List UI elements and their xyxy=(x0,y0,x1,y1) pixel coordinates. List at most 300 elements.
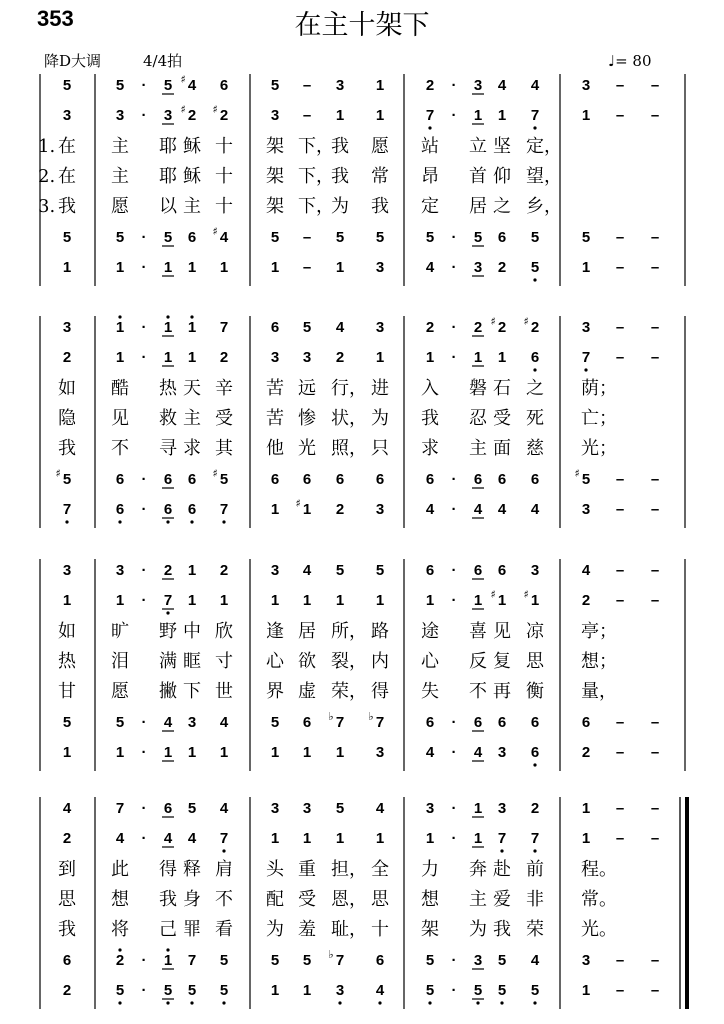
note: 3 xyxy=(163,107,173,124)
lyric-syllable: 复 xyxy=(493,651,511,672)
lyric-syllable: 稣 xyxy=(183,136,201,157)
note: 1 xyxy=(163,952,173,969)
sharp-sign: ♯ xyxy=(523,588,529,601)
note: 4 xyxy=(375,800,385,817)
note: 6 xyxy=(335,471,345,488)
note: 2 xyxy=(219,349,229,366)
note: 4 xyxy=(187,77,197,94)
high-octave-dot xyxy=(118,315,121,318)
augmentation-dot: · xyxy=(141,800,147,817)
note: 4 xyxy=(335,319,345,336)
note: 5 xyxy=(375,562,385,579)
note: 1 xyxy=(375,830,385,847)
note: 2 xyxy=(425,77,435,94)
note: 7 xyxy=(581,349,591,366)
augmentation-dot: · xyxy=(451,982,457,999)
lyric-syllable: 忍 xyxy=(469,408,487,429)
lyric-syllable: 赴 xyxy=(493,859,511,880)
lyric-syllable: 我 xyxy=(58,438,76,459)
dash-sustain: – xyxy=(650,592,660,609)
note: 4 xyxy=(497,77,507,94)
augmentation-dot: · xyxy=(451,471,457,488)
low-octave-dot xyxy=(428,126,431,129)
lyric-syllable: 喜 xyxy=(469,621,487,642)
low-octave-dot xyxy=(533,368,536,371)
note: 1 xyxy=(335,259,345,276)
lyric-syllable: 重 xyxy=(298,859,316,880)
lyric-syllable: 荣， xyxy=(331,681,367,702)
lyric-syllable: 满 xyxy=(159,651,177,672)
note: 5 xyxy=(425,229,435,246)
lyric-syllable: 仰 xyxy=(493,166,511,187)
lyric-syllable: 十 xyxy=(215,196,233,217)
note: 4 xyxy=(473,744,483,761)
note: 2 xyxy=(219,562,229,579)
dash-sustain: – xyxy=(650,259,660,276)
note: 5 xyxy=(62,471,72,488)
lyric-syllable: 为 xyxy=(266,919,284,940)
low-octave-dot xyxy=(166,1001,169,1004)
lyric-syllable: 我 xyxy=(421,408,439,429)
dash-sustain: – xyxy=(650,349,660,366)
dash-sustain: – xyxy=(650,107,660,124)
lyric-syllable: 想 xyxy=(111,889,129,910)
augmentation-dot: · xyxy=(141,349,147,366)
lyric-syllable: 定 xyxy=(421,196,439,217)
flat-sign: ♭ xyxy=(328,710,334,723)
note: 1 xyxy=(473,830,483,847)
note: 5 xyxy=(270,229,280,246)
lyric-syllable: 思 xyxy=(58,889,76,910)
lyric-syllable: 逢 xyxy=(266,621,284,642)
lyric-syllable: 看 xyxy=(215,919,233,940)
lyric-syllable: 愿 xyxy=(111,196,129,217)
low-octave-dot xyxy=(190,1001,193,1004)
key-signature: 降D大调 xyxy=(44,52,102,70)
note: 2 xyxy=(497,259,507,276)
dash-sustain: – xyxy=(302,259,312,276)
lyric-syllable: 常 xyxy=(371,166,389,187)
note: 6 xyxy=(530,744,540,761)
note: 5 xyxy=(335,562,345,579)
note: 3 xyxy=(375,501,385,518)
low-octave-dot xyxy=(533,1001,536,1004)
low-octave-dot xyxy=(533,278,536,281)
note: 4 xyxy=(163,830,173,847)
high-octave-dot xyxy=(118,948,121,951)
note: 1 xyxy=(530,592,540,609)
lyric-syllable: 我 xyxy=(331,136,349,157)
lyric-syllable: 肩 xyxy=(215,859,233,880)
sharp-sign: ♯ xyxy=(574,467,580,480)
note: 6 xyxy=(219,77,229,94)
note: 3 xyxy=(115,562,125,579)
note: 5 xyxy=(163,229,173,246)
lyric-syllable: 不 xyxy=(469,681,487,702)
note: 4 xyxy=(425,259,435,276)
dash-sustain: – xyxy=(650,952,660,969)
note: 1 xyxy=(270,501,280,518)
lyric-syllable: 到 xyxy=(58,859,76,880)
note: 7 xyxy=(62,501,72,518)
note: 1 xyxy=(270,259,280,276)
lyric-syllable: 旷 xyxy=(111,621,129,642)
flat-sign: ♭ xyxy=(328,948,334,961)
low-octave-dot xyxy=(533,126,536,129)
note: 6 xyxy=(270,471,280,488)
note: 2 xyxy=(335,501,345,518)
augmentation-dot: · xyxy=(141,259,147,276)
high-octave-dot xyxy=(166,315,169,318)
augmentation-dot: · xyxy=(141,982,147,999)
lyric-syllable: 非 xyxy=(526,889,544,910)
lyric-syllable: 死 xyxy=(526,408,544,429)
note: 1 xyxy=(497,592,507,609)
lyric-syllable: 思 xyxy=(371,889,389,910)
lyric-syllable: 架 xyxy=(266,196,284,217)
lyric-syllable: 头 xyxy=(266,859,284,880)
high-octave-dot xyxy=(166,948,169,951)
low-octave-dot xyxy=(476,1001,479,1004)
note: 1 xyxy=(163,319,173,336)
note: 5 xyxy=(581,471,591,488)
augmentation-dot: · xyxy=(141,562,147,579)
hymn-number: 353 xyxy=(37,6,74,31)
dash-sustain: – xyxy=(615,562,625,579)
flat-sign: ♭ xyxy=(368,710,374,723)
lyric-syllable: 不 xyxy=(111,438,129,459)
lyric-syllable: 望， xyxy=(526,166,562,187)
note: 6 xyxy=(497,562,507,579)
note: 1 xyxy=(425,592,435,609)
lyric-syllable: 想 xyxy=(421,889,439,910)
lyric-syllable: 救 xyxy=(159,408,177,429)
lyric-syllable: 我 xyxy=(331,166,349,187)
lyric-syllable: 得 xyxy=(159,859,177,880)
lyric-syllable: 世 xyxy=(215,681,233,702)
note: 6 xyxy=(187,501,197,518)
lyric-syllable: 坚 xyxy=(493,136,511,157)
low-octave-dot xyxy=(190,520,193,523)
low-octave-dot xyxy=(118,520,121,523)
lyric-syllable: 荫； xyxy=(581,378,617,399)
lyric-syllable: 野 xyxy=(159,621,177,642)
note: 1 xyxy=(335,592,345,609)
note: 2 xyxy=(425,319,435,336)
lyric-syllable: 身 xyxy=(183,889,201,910)
lyric-syllable: 我 xyxy=(371,196,389,217)
lyric-syllable: 为 xyxy=(469,919,487,940)
note: 2 xyxy=(335,349,345,366)
note: 4 xyxy=(115,830,125,847)
note: 1 xyxy=(497,349,507,366)
score-systems xyxy=(38,73,687,1009)
lyric-syllable: 途 xyxy=(421,621,439,642)
lyric-syllable: 下 xyxy=(183,681,201,702)
dash-sustain: – xyxy=(302,107,312,124)
note: 3 xyxy=(335,982,345,999)
note: 5 xyxy=(115,229,125,246)
lyric-syllable: 将 xyxy=(111,919,129,940)
lyric-syllable: 热 xyxy=(159,378,177,399)
augmentation-dot: · xyxy=(141,319,147,336)
note: 3 xyxy=(62,562,72,579)
dash-sustain: – xyxy=(302,229,312,246)
note: 7 xyxy=(219,830,229,847)
note: 5 xyxy=(187,800,197,817)
dash-sustain: – xyxy=(650,800,660,817)
note: 5 xyxy=(335,229,345,246)
lyric-syllable: 架 xyxy=(421,919,439,940)
dash-sustain: – xyxy=(615,501,625,518)
lyric-syllable: 程。 xyxy=(581,859,617,880)
note: 6 xyxy=(530,471,540,488)
note: 1 xyxy=(473,107,483,124)
lyric-syllable: 居 xyxy=(298,621,316,642)
lyric-syllable: 虚 xyxy=(298,681,316,702)
note: 5 xyxy=(530,982,540,999)
lyric-syllable: 耶 xyxy=(159,136,177,157)
lyric-syllable: 首 xyxy=(469,166,487,187)
note: 6 xyxy=(425,714,435,731)
lyric-syllable: 欣 xyxy=(215,621,233,642)
lyric-syllable: 我 xyxy=(58,919,76,940)
augmentation-dot: · xyxy=(451,259,457,276)
lyric-syllable: 辛 xyxy=(215,378,233,399)
note: 5 xyxy=(219,952,229,969)
note: 6 xyxy=(473,471,483,488)
low-octave-dot xyxy=(222,849,225,852)
lyric-syllable: 架 xyxy=(266,136,284,157)
sharp-sign: ♯ xyxy=(180,103,186,116)
lyric-syllable: 愿 xyxy=(371,136,389,157)
lyric-syllable: 衡 xyxy=(526,681,544,702)
note: 3 xyxy=(115,107,125,124)
lyric-syllable: 心 xyxy=(266,651,284,672)
lyric-syllable: 量， xyxy=(581,681,617,702)
note: 1 xyxy=(473,349,483,366)
note: 6 xyxy=(115,471,125,488)
lyric-syllable: 主 xyxy=(183,408,201,429)
note: 3 xyxy=(62,107,72,124)
note: 1 xyxy=(163,259,173,276)
lyric-syllable: 欲 xyxy=(298,651,316,672)
lyric-syllable: 热 xyxy=(58,651,76,672)
note: 4 xyxy=(62,800,72,817)
sharp-sign: ♯ xyxy=(212,103,218,116)
note: 6 xyxy=(497,471,507,488)
lyric-syllable: 下， xyxy=(298,136,334,157)
note: 6 xyxy=(163,501,173,518)
augmentation-dot: · xyxy=(451,714,457,731)
lyric-syllable: 耶 xyxy=(159,166,177,187)
note: 4 xyxy=(530,77,540,94)
lyric-syllable: 主 xyxy=(183,196,201,217)
note: 4 xyxy=(375,982,385,999)
note: 7 xyxy=(219,319,229,336)
low-octave-dot xyxy=(584,368,587,371)
lyric-syllable: 酷 xyxy=(111,378,129,399)
note: 6 xyxy=(473,562,483,579)
augmentation-dot: · xyxy=(141,744,147,761)
note: 7 xyxy=(187,952,197,969)
lyric-syllable: 主 xyxy=(469,438,487,459)
low-octave-dot xyxy=(500,849,503,852)
lyric-syllable: 耻， xyxy=(331,919,367,940)
note: 3 xyxy=(270,349,280,366)
note: 4 xyxy=(581,562,591,579)
lyric-syllable: 力 xyxy=(421,859,439,880)
note: 5 xyxy=(115,77,125,94)
note: 7 xyxy=(497,830,507,847)
lyric-syllable: 此 xyxy=(111,859,129,880)
lyric-syllable: 界 xyxy=(266,681,284,702)
note: 3 xyxy=(581,501,591,518)
note: 2 xyxy=(581,744,591,761)
lyric-syllable: 失 xyxy=(421,681,439,702)
note: 1 xyxy=(581,982,591,999)
note: 3 xyxy=(425,800,435,817)
low-octave-dot xyxy=(118,1001,121,1004)
note: 3 xyxy=(270,800,280,817)
lyric-syllable: 想； xyxy=(581,651,617,672)
lyric-syllable: 我 xyxy=(58,196,76,217)
note: 2 xyxy=(581,592,591,609)
note: 6 xyxy=(375,471,385,488)
augmentation-dot: · xyxy=(141,107,147,124)
note: 6 xyxy=(62,952,72,969)
note: 5 xyxy=(62,714,72,731)
note: 7 xyxy=(163,592,173,609)
note: 1 xyxy=(115,592,125,609)
lyric-syllable: 架 xyxy=(266,166,284,187)
note: 1 xyxy=(425,349,435,366)
lyric-syllable: 惨 xyxy=(298,408,316,429)
note: 5 xyxy=(115,714,125,731)
verse-number: 3. xyxy=(38,196,56,217)
lyric-syllable: 见 xyxy=(111,408,129,429)
low-octave-dot xyxy=(222,520,225,523)
note: 1 xyxy=(163,349,173,366)
note: 3 xyxy=(302,349,312,366)
note: 1 xyxy=(270,744,280,761)
system-3 xyxy=(40,559,685,771)
lyric-syllable: 其 xyxy=(215,438,233,459)
note: 1 xyxy=(187,259,197,276)
sharp-sign: ♯ xyxy=(55,467,61,480)
note: 3 xyxy=(302,800,312,817)
note: 6 xyxy=(163,800,173,817)
verse-number: 1. xyxy=(38,136,56,157)
note: 6 xyxy=(163,471,173,488)
note: 1 xyxy=(581,107,591,124)
note: 3 xyxy=(581,952,591,969)
note: 1 xyxy=(62,592,72,609)
augmentation-dot: · xyxy=(451,952,457,969)
lyric-syllable: 不 xyxy=(215,889,233,910)
lyric-syllable: 甘 xyxy=(58,681,76,702)
dash-sustain: – xyxy=(615,471,625,488)
note: 6 xyxy=(581,714,591,731)
note: 2 xyxy=(115,952,125,969)
note: 7 xyxy=(115,800,125,817)
augmentation-dot: · xyxy=(141,229,147,246)
lyric-syllable: 隐 xyxy=(58,408,76,429)
lyric-syllable: 思 xyxy=(526,651,544,672)
augmentation-dot: · xyxy=(451,319,457,336)
lyric-syllable: 前 xyxy=(526,859,544,880)
lyric-syllable: 进 xyxy=(371,378,389,399)
note: 7 xyxy=(335,714,345,731)
note: 6 xyxy=(497,229,507,246)
verse-number: 2. xyxy=(38,166,56,187)
lyric-syllable: 慈 xyxy=(526,438,544,459)
dash-sustain: – xyxy=(650,471,660,488)
note: 1 xyxy=(302,744,312,761)
note: 4 xyxy=(302,562,312,579)
note: 1 xyxy=(335,107,345,124)
note: 5 xyxy=(270,952,280,969)
note: 2 xyxy=(163,562,173,579)
note: 1 xyxy=(187,319,197,336)
lyric-syllable: 所， xyxy=(331,621,367,642)
augmentation-dot: · xyxy=(141,830,147,847)
lyric-syllable: 羞 xyxy=(298,919,316,940)
note: 4 xyxy=(219,800,229,817)
lyric-syllable: 之 xyxy=(493,196,511,217)
lyric-syllable: 定， xyxy=(526,136,562,157)
note: 1 xyxy=(473,592,483,609)
lyric-syllable: 主 xyxy=(111,166,129,187)
lyric-syllable: 泪 xyxy=(111,651,129,672)
note: 5 xyxy=(163,77,173,94)
lyric-syllable: 配 xyxy=(266,889,284,910)
note: 5 xyxy=(497,982,507,999)
high-octave-dot xyxy=(190,315,193,318)
low-octave-dot xyxy=(222,1001,225,1004)
note: 1 xyxy=(425,830,435,847)
lyric-syllable: 状， xyxy=(331,408,367,429)
note: 4 xyxy=(163,714,173,731)
note: 4 xyxy=(425,501,435,518)
note: 1 xyxy=(302,501,312,518)
note: 5 xyxy=(219,471,229,488)
note: 1 xyxy=(270,982,280,999)
lyric-syllable: 十 xyxy=(371,919,389,940)
lyric-syllable: 石 xyxy=(493,378,511,399)
sharp-sign: ♯ xyxy=(180,73,186,86)
note: 3 xyxy=(335,77,345,94)
lyric-syllable: 寸 xyxy=(215,651,233,672)
lyric-syllable: 罪 xyxy=(183,919,201,940)
lyric-syllable: 之 xyxy=(526,378,544,399)
lyric-syllable: 亡； xyxy=(581,408,617,429)
note: 5 xyxy=(62,77,72,94)
dash-sustain: – xyxy=(615,830,625,847)
lyric-syllable: 亭； xyxy=(581,621,617,642)
dash-sustain: – xyxy=(650,714,660,731)
note: 3 xyxy=(270,562,280,579)
sharp-sign: ♯ xyxy=(490,315,496,328)
lyric-syllable: 乡， xyxy=(526,196,562,217)
note: 3 xyxy=(473,77,483,94)
sharp-sign: ♯ xyxy=(212,467,218,480)
dash-sustain: – xyxy=(615,229,625,246)
note: 6 xyxy=(530,349,540,366)
note: 4 xyxy=(425,744,435,761)
dash-sustain: – xyxy=(615,592,625,609)
note: 2 xyxy=(62,349,72,366)
